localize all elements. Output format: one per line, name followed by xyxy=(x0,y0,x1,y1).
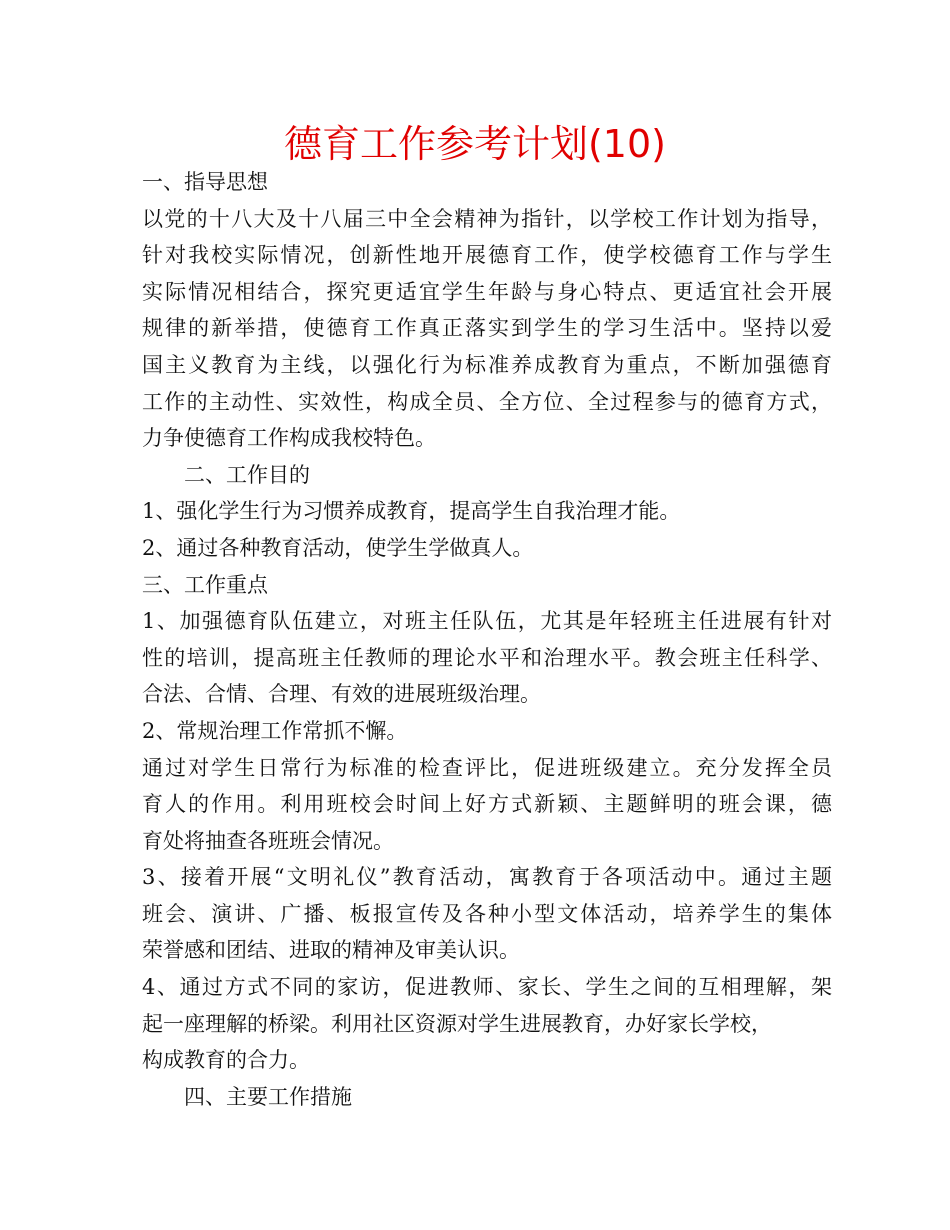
document-line: 2、通过各种教育活动，使学生学做真人。 xyxy=(142,535,534,560)
document-line: 班会、演讲、广播、板报宣传及各种小型文体活动，培养学生的集体 xyxy=(142,901,832,926)
document-line: 工作的主动性、实效性，构成全员、全方位、全过程参与的德育方式， xyxy=(142,389,832,414)
document-line: 合法、合情、合理、有效的进展班级治理。 xyxy=(142,682,541,707)
document-line: 二、工作目的 xyxy=(184,462,310,487)
document-line: 以党的十八大及十八届三中全会精神为指针，以学校工作计划为指导， xyxy=(142,206,832,231)
document-line: 荣誉感和团结、进取的精神及审美认识。 xyxy=(142,938,520,963)
document-line: 四、主要工作措施 xyxy=(184,1084,352,1109)
document-line: 力争使德育工作构成我校特色。 xyxy=(142,426,436,451)
document-line: 1、加强德育队伍建立，对班主任队伍，尤其是年轻班主任进展有针对 xyxy=(142,609,832,634)
document-line: 性的培训，提高班主任教师的理论水平和治理水平。教会班主任科学、 xyxy=(142,645,832,670)
document-line: 规律的新举措，使德育工作真正落实到学生的学习生活中。坚持以爱 xyxy=(142,316,832,341)
document-line: 针对我校实际情况，创新性地开展德育工作，使学校德育工作与学生 xyxy=(142,243,832,268)
document-line: 4、通过方式不同的家访，促进教师、家长、学生之间的互相理解，架 xyxy=(142,975,832,1000)
document-line: 2、常规治理工作常抓不懈。 xyxy=(142,718,408,743)
document-title: 德育工作参考计划(10) xyxy=(283,122,666,166)
document-line: 育人的作用。利用班校会时间上好方式新颖、主题鲜明的班会课，德 xyxy=(142,792,832,817)
document-body xyxy=(142,164,832,1115)
document-line: 育处将抽查各班班会情况。 xyxy=(142,828,394,853)
document-line: 一、指导思想 xyxy=(142,170,268,194)
document-line: 1、强化学生行为习惯养成教育，提高学生自我治理才能。 xyxy=(142,499,681,524)
document-line: 3、接着开展“文明礼仪”教育活动，寓教育于各项活动中。通过主题 xyxy=(142,865,832,890)
document-line: 构成教育的合力。 xyxy=(142,1048,310,1073)
document-line: 起一座理解的桥梁。利用社区资源对学生进展教育，办好家长学校， xyxy=(142,1011,772,1036)
document-line: 国主义教育为主线，以强化行为标准养成教育为重点，不断加强德育 xyxy=(142,352,832,377)
document-line: 通过对学生日常行为标准的检查评比，促进班级建立。充分发挥全员 xyxy=(142,755,832,780)
document-line: 三、工作重点 xyxy=(142,572,268,597)
document-line: 实际情况相结合，探究更适宜学生年龄与身心特点、更适宜社会开展 xyxy=(142,279,832,304)
